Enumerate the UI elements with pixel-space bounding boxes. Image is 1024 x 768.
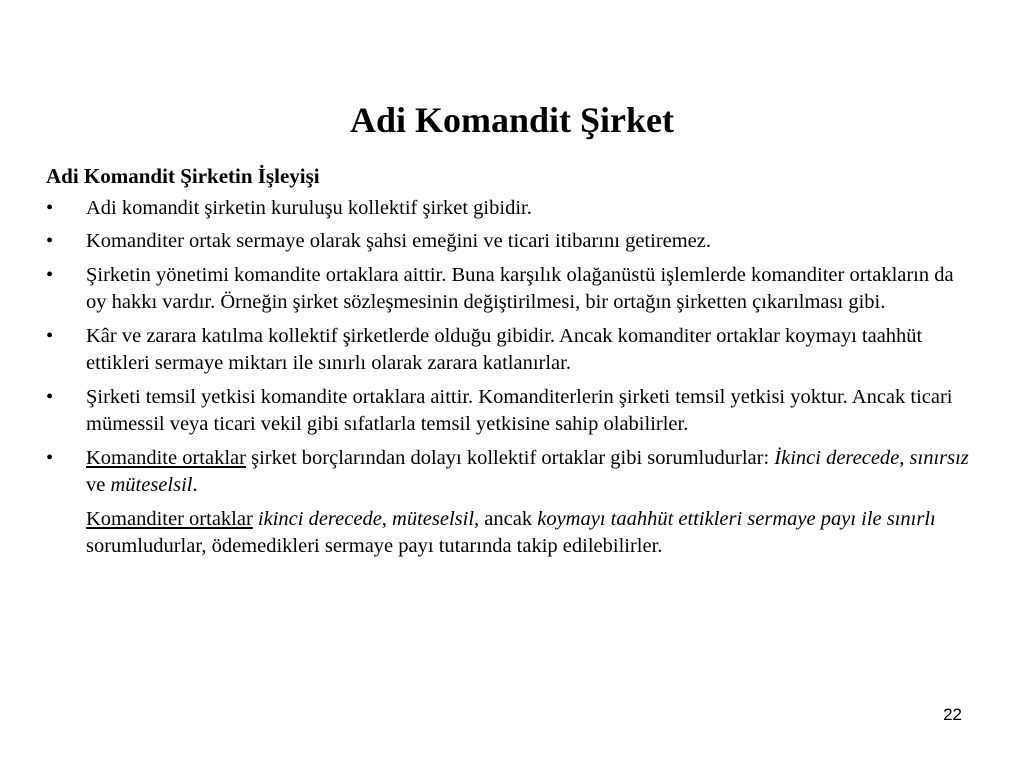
bullet-item (46, 445, 976, 500)
bullet-marker: • (46, 324, 54, 347)
underlined-term: Komanditer ortaklar (86, 507, 253, 530)
bullet-text: Kâr ve zarara katılma kollektif şirketlerde olduğu gibidir. Ancak komanditer ortaklar koymayı taahhüt ettikleri sermaye miktarı ile sınırlı olarak zarara katlanırlar. (86, 324, 923, 374)
slide-content (46, 163, 976, 561)
bullet-marker: • (46, 446, 54, 469)
text-segment: . (192, 474, 198, 496)
bullet-text: Komanditer ortak sermaye olarak şahsi emeğini ve ticari itibarını getiremez. (86, 230, 712, 252)
text-segment: , (381, 507, 393, 530)
bullet-marker: • (46, 385, 54, 408)
bullet-marker: • (46, 230, 54, 252)
bullet-text (86, 447, 969, 497)
bullet-marker: • (46, 196, 54, 219)
text-segment: ve (86, 474, 111, 496)
italic-term: müteselsil (392, 507, 475, 530)
page-number: 22 (943, 705, 962, 724)
italic-term: İkinci derecede, sınırsız (774, 446, 969, 469)
bullet-item (46, 262, 976, 317)
section-subheading: Adi Komandit Şirketin İşleyişi (46, 164, 320, 188)
indented-paragraph (46, 506, 976, 561)
italic-term: koymayı taahhüt ettikleri sermaye payı ile sınırlı (537, 507, 936, 530)
bullet-item (46, 195, 976, 223)
bullet-marker: • (46, 263, 54, 286)
text-segment: şirket borçlarından dolayı kollektif ortaklar gibi sorumludurlar: (245, 446, 775, 469)
bullet-item (46, 323, 976, 378)
bullet-item (46, 228, 976, 256)
bullet-text: Şirketin yönetimi komandite ortaklara aittir. Buna karşılık olağanüstü işlemlerde komanditer ortakların da oy hakkı vardır. Örneğin şirket sözleşmesinin değiştirilmesi, bir ortağın şirketten çıkarılması gibi. (86, 263, 954, 313)
text-segment: , ancak (474, 507, 538, 530)
text-segment: sorumludurlar, ödemedikleri sermaye payı tutarında takip edilebilirler. (86, 535, 663, 557)
italic-term: ikinci derecede (257, 507, 382, 530)
slide-title: Adi Komandit Şirket (349, 100, 675, 141)
bullet-list (46, 195, 976, 500)
bullet-item (46, 384, 976, 439)
bullet-text: Adi komandit şirketin kuruluşu kollektif şirket gibidir. (86, 196, 532, 219)
italic-term: müteselsil (110, 474, 193, 496)
bullet-text: Şirketi temsil yetkisi komandite ortaklara aittir. Komanditerlerin şirketi temsil yetkisi yoktur. Ancak ticari mümessil veya ticari vekil gibi sıfatlarla temsil yetkisine sahip olabilirler. (86, 385, 953, 435)
underlined-term: Komandite ortaklar (86, 446, 246, 469)
